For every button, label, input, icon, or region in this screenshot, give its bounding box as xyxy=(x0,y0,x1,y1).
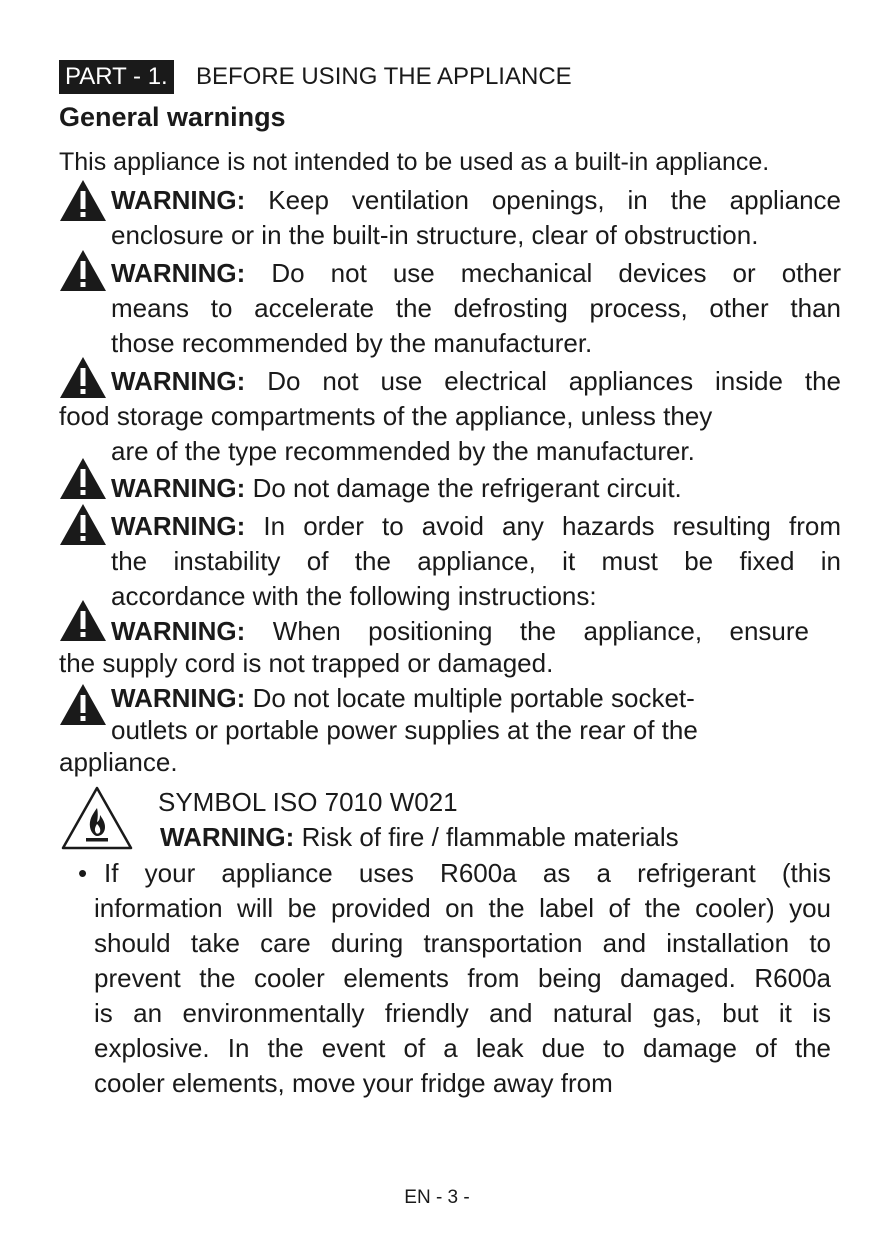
flammable-warning-icon xyxy=(60,784,134,852)
warning-icon xyxy=(59,682,107,726)
warning-5-line-3: accordance with the following instructions: xyxy=(111,581,597,611)
warning-icon xyxy=(59,178,107,222)
bullet-line-6: explosive. In the event of a leak due to damage of the xyxy=(94,1033,831,1063)
part-label: PART - 1. xyxy=(59,60,174,94)
warning-3-line-1: WARNING: Do not use electrical appliances inside the xyxy=(111,366,841,396)
symbol-warning: WARNING: Risk of fire / flammable materials xyxy=(160,822,679,852)
warning-7-line-2: outlets or portable power supplies at the rear of the xyxy=(111,715,698,745)
bullet-line-4: prevent the cooler elements from being damaged. R600a xyxy=(94,963,831,993)
warning-6-line-2: the supply cord is not trapped or damaged. xyxy=(59,648,554,678)
warning-icon xyxy=(59,355,107,399)
warning-2-line-3: those recommended by the manufacturer. xyxy=(111,328,593,358)
section-title: General warnings xyxy=(59,102,286,132)
warning-3-line-3: are of the type recommended by the manufacturer. xyxy=(111,436,695,466)
warning-icon xyxy=(59,248,107,292)
warning-icon xyxy=(59,598,107,642)
bullet-line-1: If your appliance uses R600a as a refrigerant (this xyxy=(104,858,831,888)
warning-6-line-1: WARNING: When positioning the appliance, ensure xyxy=(111,616,809,646)
bullet-line-7: cooler elements, move your fridge away from xyxy=(94,1068,613,1098)
warning-5-line-1: WARNING: In order to avoid any hazards resulting from xyxy=(111,511,841,541)
warning-7-line-3: appliance. xyxy=(59,747,178,777)
warning-icon xyxy=(59,456,107,500)
bullet-line-3: should take care during transportation and installation to xyxy=(94,928,831,958)
warning-1-line-2: enclosure or in the built-in structure, clear of obstruction. xyxy=(111,220,759,250)
warning-5-line-2: the instability of the appliance, it must be fixed in xyxy=(111,546,841,576)
page-number: EN - 3 - xyxy=(404,1187,470,1208)
bullet-line-2: information will be provided on the label of the cooler) you xyxy=(94,893,831,923)
warning-icon xyxy=(59,502,107,546)
warning-4-line-1: WARNING: Do not damage the refrigerant circuit. xyxy=(111,473,682,503)
part-title: BEFORE USING THE APPLIANCE xyxy=(196,63,572,90)
warning-2-line-1: WARNING: Do not use mechanical devices or other xyxy=(111,258,841,288)
warning-1-line-1: WARNING: Keep ventilation openings, in the appliance xyxy=(111,185,841,215)
warning-2-line-2: means to accelerate the defrosting process, other than xyxy=(111,293,841,323)
bullet-marker: • xyxy=(78,858,88,888)
intro-text: This appliance is not intended to be used as a built-in appliance. xyxy=(59,148,770,176)
bullet-line-5: is an environmentally friendly and natural gas, but it is xyxy=(94,998,831,1028)
warning-3-line-2: food storage compartments of the appliance, unless they xyxy=(59,401,713,431)
warning-7-line-1: WARNING: Do not locate multiple portable socket- xyxy=(111,683,695,713)
symbol-code: SYMBOL ISO 7010 W021 xyxy=(158,787,458,817)
